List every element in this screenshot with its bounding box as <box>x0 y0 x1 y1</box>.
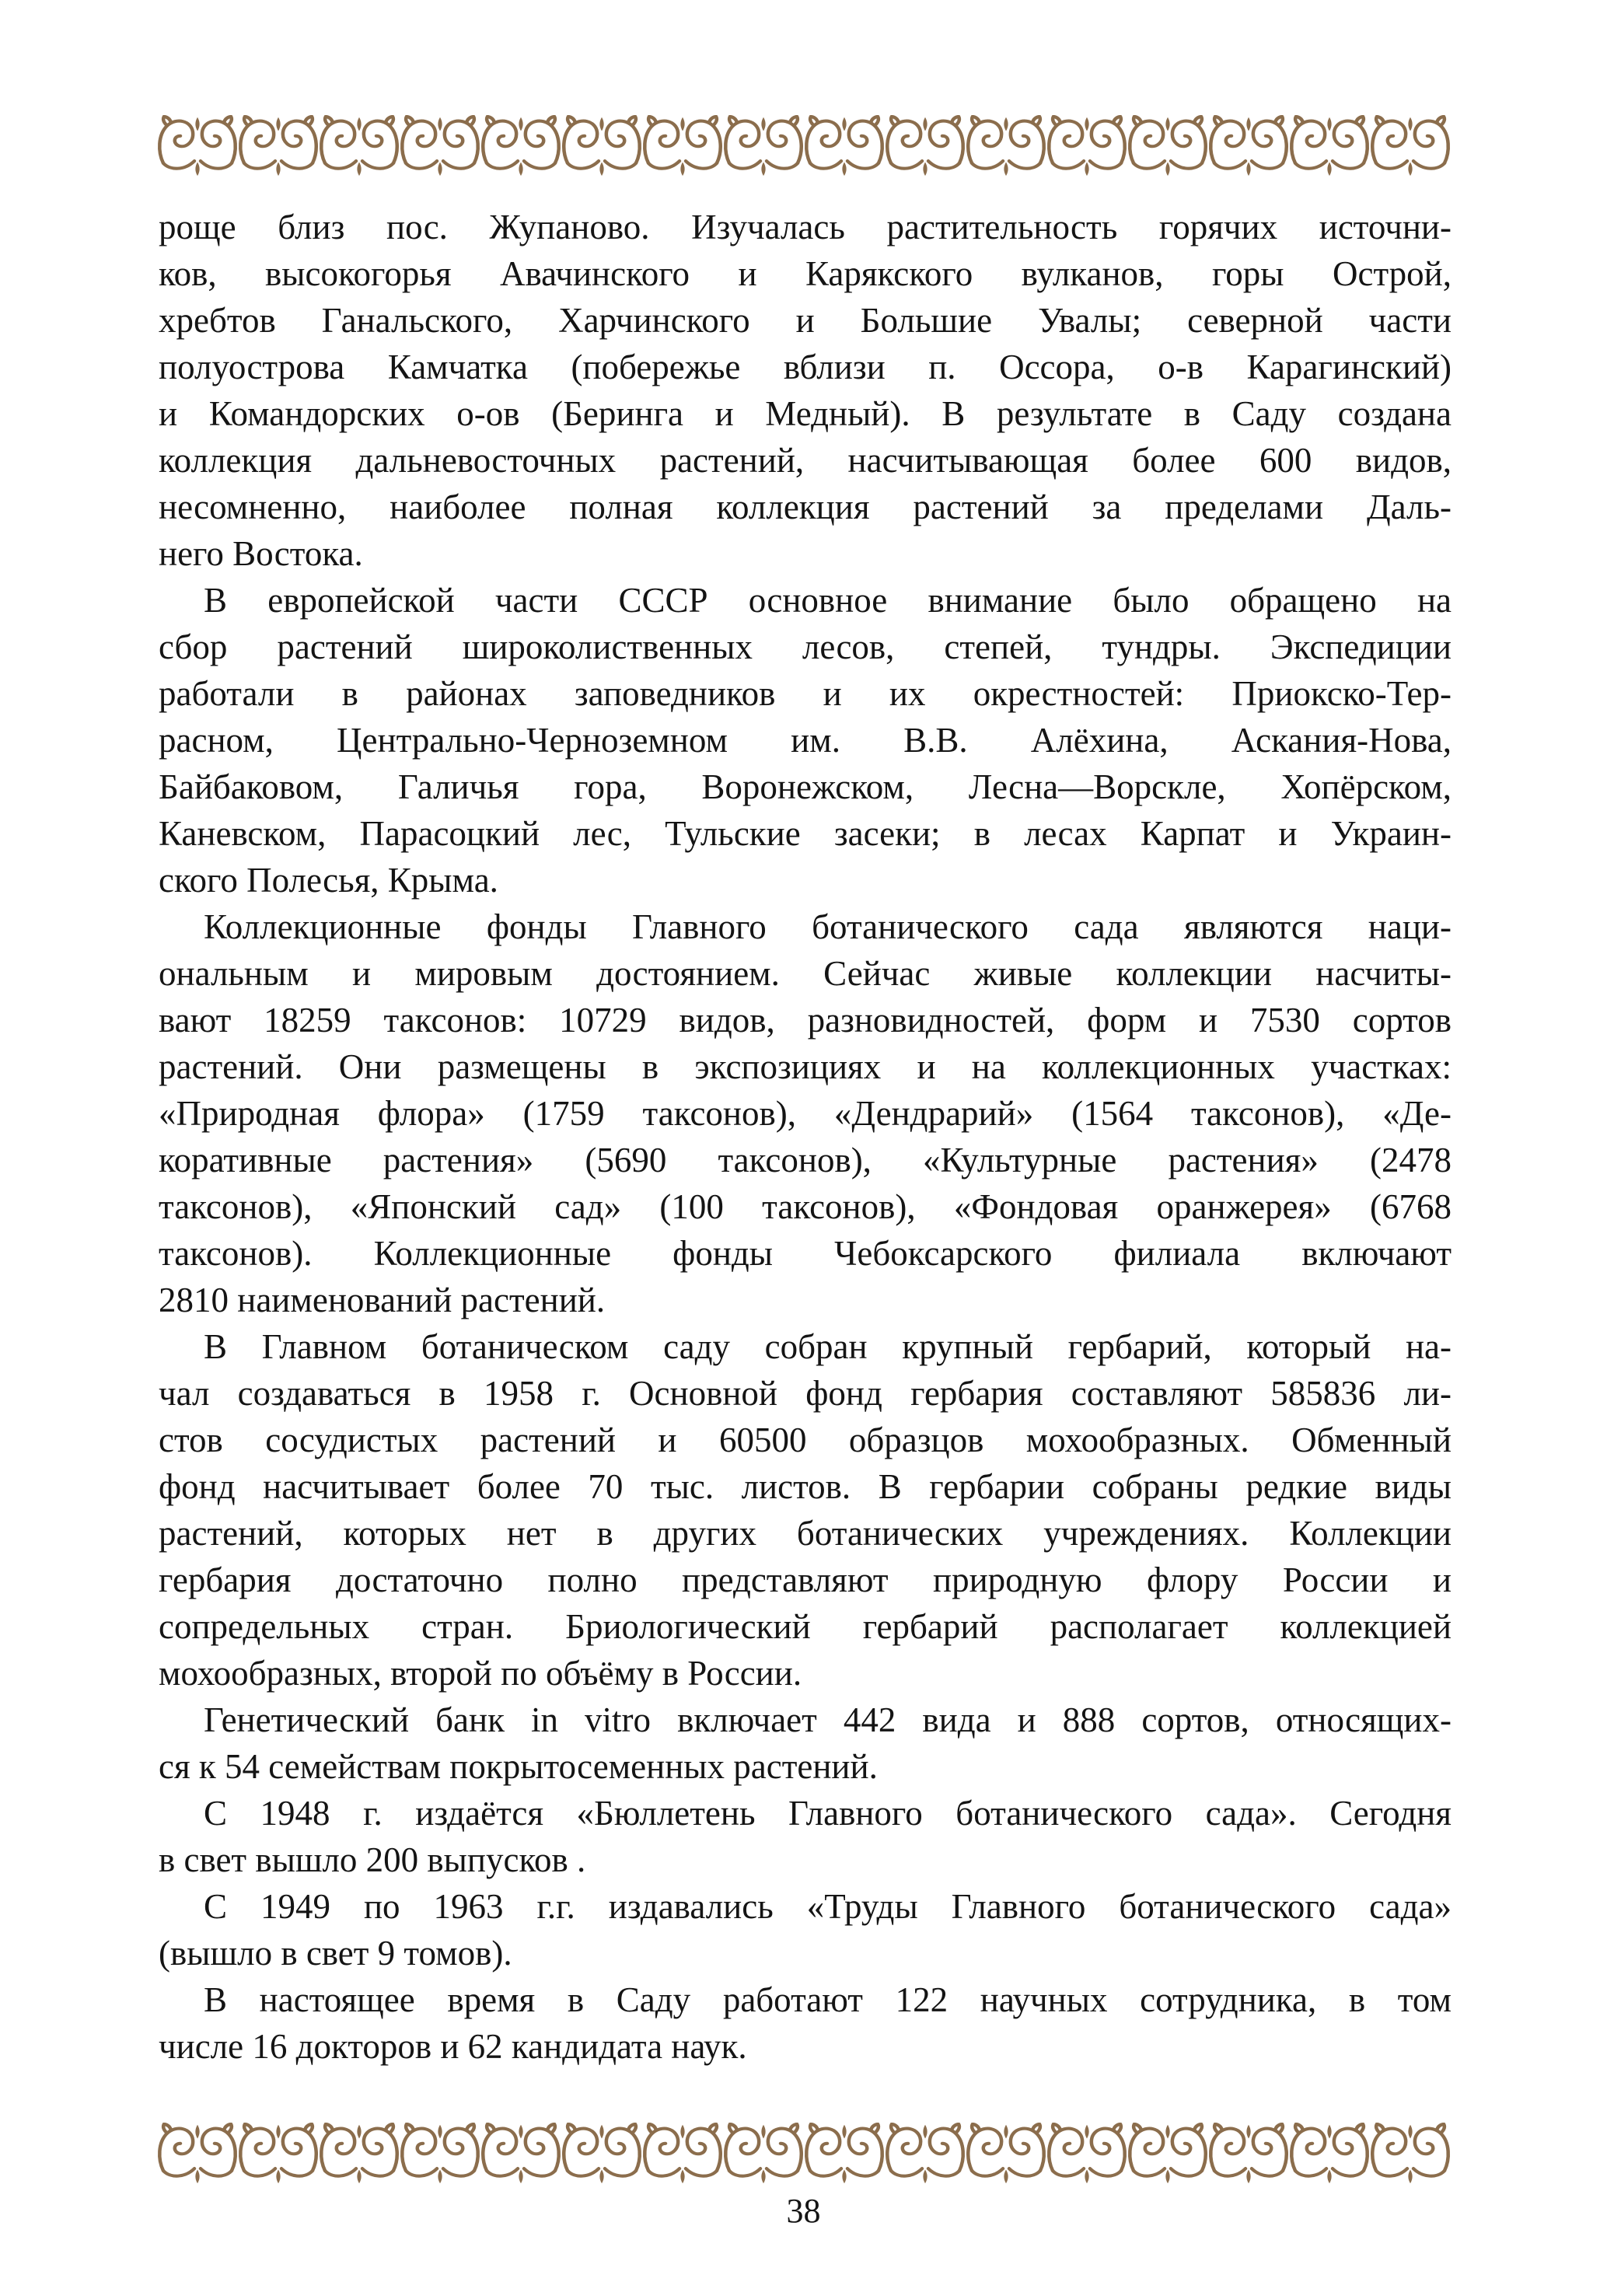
text-line: гербария достаточно полно представляют природную флору России и <box>159 1560 1452 1599</box>
text-line: С 1949 по 1963 г.г. издавались «Труды Главного ботанического сада» <box>204 1887 1452 1926</box>
text-line: Коллекционные фонды Главного ботанического сада являются наци- <box>204 907 1452 946</box>
text-line: С 1948 г. издаётся «Бюллетень Главного ботанического сада». Сегодня <box>204 1794 1452 1833</box>
text-line: расном, Центрально-Черноземном им. В.В. Алёхина, Аскания-Нова, <box>159 721 1452 760</box>
text-line: таксонов). Коллекционные фонды Чебоксарского филиала включают <box>159 1234 1452 1273</box>
text-line: Каневском, Парасоцкий лес, Тульские засеки; в лесах Карпат и Украин- <box>159 814 1452 853</box>
text-line: коллекция дальневосточных растений, насчитывающая более 600 видов, <box>159 441 1452 480</box>
text-line: ональным и мировым достоянием. Сейчас живые коллекции насчиты- <box>159 954 1452 993</box>
text-line: в свет вышло 200 выпусков . <box>159 1840 586 1879</box>
text-line: Генетический банк in vitro включает 442 вида и 888 сортов, относящих- <box>204 1700 1452 1739</box>
text-line: несомненно, наиболее полная коллекция растений за пределами Даль- <box>159 488 1452 526</box>
text-line: чал создаваться в 1958 г. Основной фонд гербария составляют 585836 ли- <box>159 1374 1452 1413</box>
text-line: мохообразных, второй по объёму в России. <box>159 1654 802 1693</box>
text-line: 2810 наименований растений. <box>159 1281 606 1319</box>
text-line: Байбаковом, Галичья гора, Воронежском, Лесна—Ворскле, Хопёрском, <box>159 767 1452 806</box>
text-line: него Востока. <box>159 534 363 573</box>
text-line: сопредельных стран. Бриологический гербарий располагает коллекцией <box>159 1607 1452 1646</box>
page-number: 38 <box>786 2192 821 2230</box>
text-line: роще близ пос. Жупаново. Изучалась растительность горячих источни- <box>159 208 1452 246</box>
text-line: и Командорских о-ов (Беринга и Медный). В результате в Саду создана <box>159 394 1452 433</box>
text-line: фонд насчитывает более 70 тыс. листов. В гербарии собраны редкие виды <box>159 1467 1452 1506</box>
text-line: В европейской части СССР основное внимание было обращено на <box>204 581 1452 620</box>
text-line: таксонов), «Японский сад» (100 таксонов), «Фондовая оранжерея» (6768 <box>159 1187 1452 1226</box>
text-line: ков, высокогорья Авачинского и Карякского вулканов, горы Острой, <box>159 254 1452 293</box>
text-line: растений, которых нет в других ботанических учреждениях. Коллекции <box>159 1514 1452 1553</box>
ornament-border-bottom <box>157 2123 1451 2185</box>
text-line: «Природная флора» (1759 таксонов), «Дендрарий» (1564 таксонов), «Де- <box>159 1094 1452 1133</box>
text-line: В Главном ботаническом саду собран крупный гербарий, который на- <box>204 1327 1452 1366</box>
text-line: полуострова Камчатка (побережье вблизи п. Оссора, о-в Карагинский) <box>159 348 1452 386</box>
text-line: В настоящее время в Саду работают 122 научных сотрудника, в том <box>204 1980 1452 2019</box>
ornament-border-top <box>157 115 1451 177</box>
text-line: сбор растений широколиственных лесов, степей, тундры. Экспедиции <box>159 627 1452 666</box>
text-line: (вышло в свет 9 томов). <box>159 1934 512 1973</box>
text-line: вают 18259 таксонов: 10729 видов, разновидностей, форм и 7530 сортов <box>159 1001 1452 1040</box>
text-line: числе 16 докторов и 62 кандидата наук. <box>159 2027 747 2066</box>
text-line: коративные растения» (5690 таксонов), «Культурные растения» (2478 <box>159 1141 1452 1179</box>
text-line: работали в районах заповедников и их окрестностей: Приокско-Тер- <box>159 674 1452 713</box>
body-text <box>159 204 1452 2070</box>
text-line: хребтов Ганальского, Харчинского и Большие Увалы; северной части <box>159 301 1452 340</box>
text-line: ского Полесья, Крыма. <box>159 861 498 900</box>
text-line: ся к 54 семействам покрытосеменных растений. <box>159 1747 878 1786</box>
text-line: стов сосудистых растений и 60500 образцов мохообразных. Обменный <box>159 1421 1452 1459</box>
text-line: растений. Они размещены в экспозициях и на коллекционных участках: <box>159 1047 1452 1086</box>
